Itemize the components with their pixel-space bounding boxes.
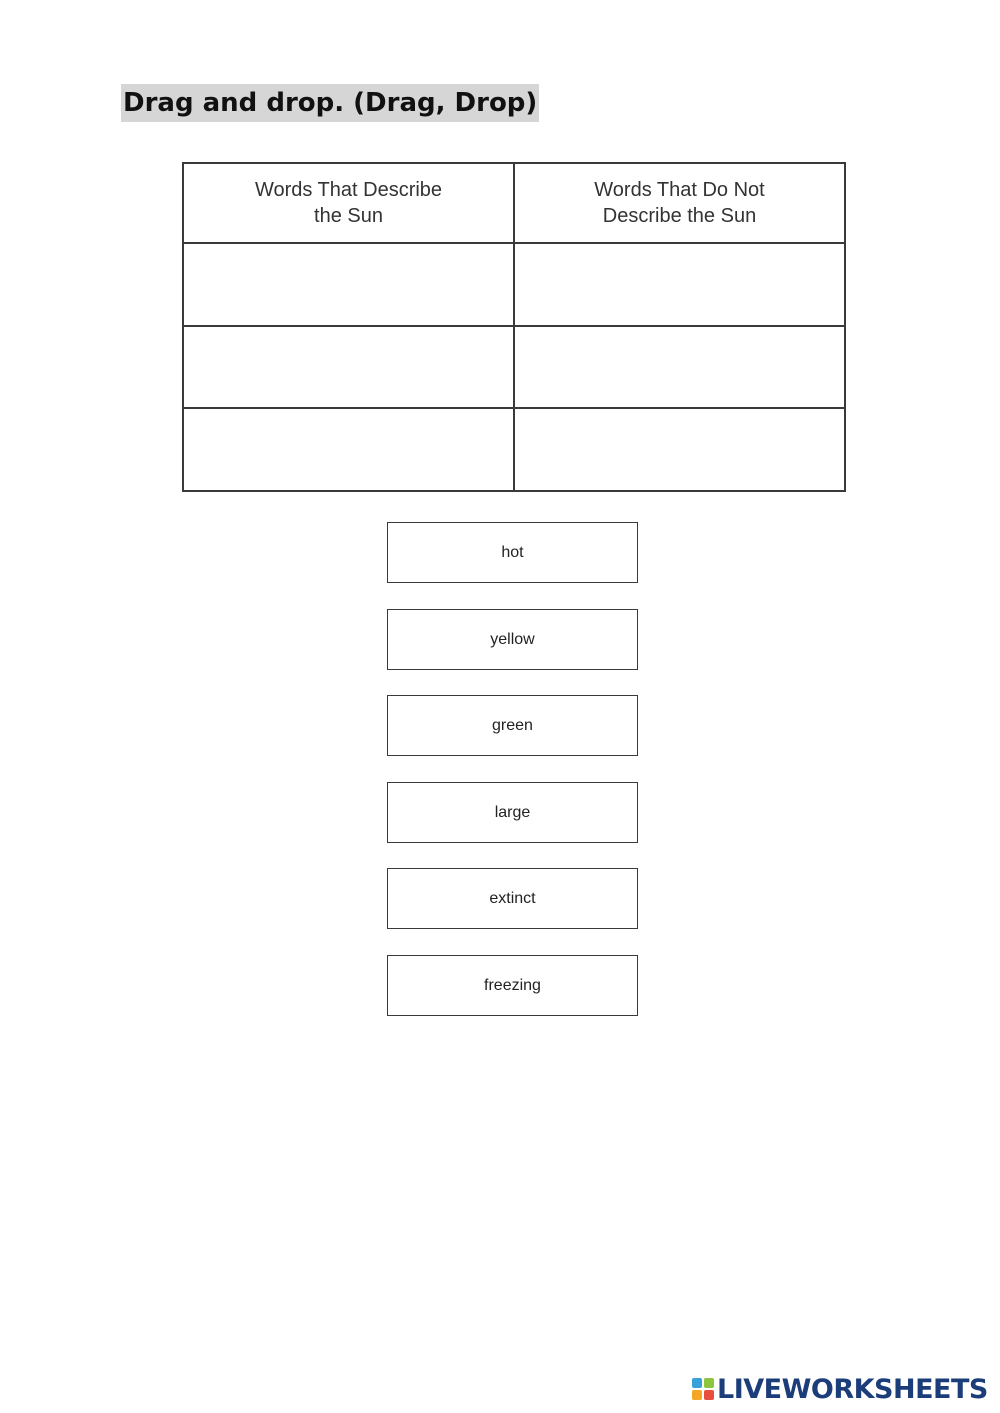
sorting-table xyxy=(182,162,846,492)
drop-zone-describe-2[interactable] xyxy=(183,326,514,409)
logo-square-icon xyxy=(692,1390,702,1400)
column-header-label: Words That Do Not Describe the Sun xyxy=(594,179,765,227)
page-title: Drag and drop. (Drag, Drop) xyxy=(121,84,539,122)
table-row xyxy=(183,408,845,491)
logo-square-icon xyxy=(704,1390,714,1400)
word-card-hot[interactable]: hot xyxy=(387,522,638,583)
word-card-freezing[interactable]: freezing xyxy=(387,955,638,1016)
liveworksheets-logo xyxy=(692,1372,988,1406)
logo-square-icon xyxy=(692,1378,702,1388)
word-card-green[interactable]: green xyxy=(387,695,638,756)
table-row xyxy=(183,326,845,409)
drop-zone-not-describe-1[interactable] xyxy=(514,243,845,326)
column-header-not-describe-sun xyxy=(514,163,845,243)
column-header-label: Words That Describe the Sun xyxy=(254,179,443,227)
table-row xyxy=(183,243,845,326)
logo-square-icon xyxy=(704,1378,714,1388)
column-header-describe-sun xyxy=(183,163,514,243)
liveworksheets-logo-icon xyxy=(692,1378,714,1400)
drop-zone-not-describe-2[interactable] xyxy=(514,326,845,409)
word-card-yellow[interactable]: yellow xyxy=(387,609,638,670)
word-card-large[interactable]: large xyxy=(387,782,638,843)
drop-zone-not-describe-3[interactable] xyxy=(514,408,845,491)
logo-wordmark: LIVEWORKSHEETS xyxy=(717,1373,988,1405)
word-card-extinct[interactable]: extinct xyxy=(387,868,638,929)
drop-zone-describe-1[interactable] xyxy=(183,243,514,326)
drop-zone-describe-3[interactable] xyxy=(183,408,514,491)
